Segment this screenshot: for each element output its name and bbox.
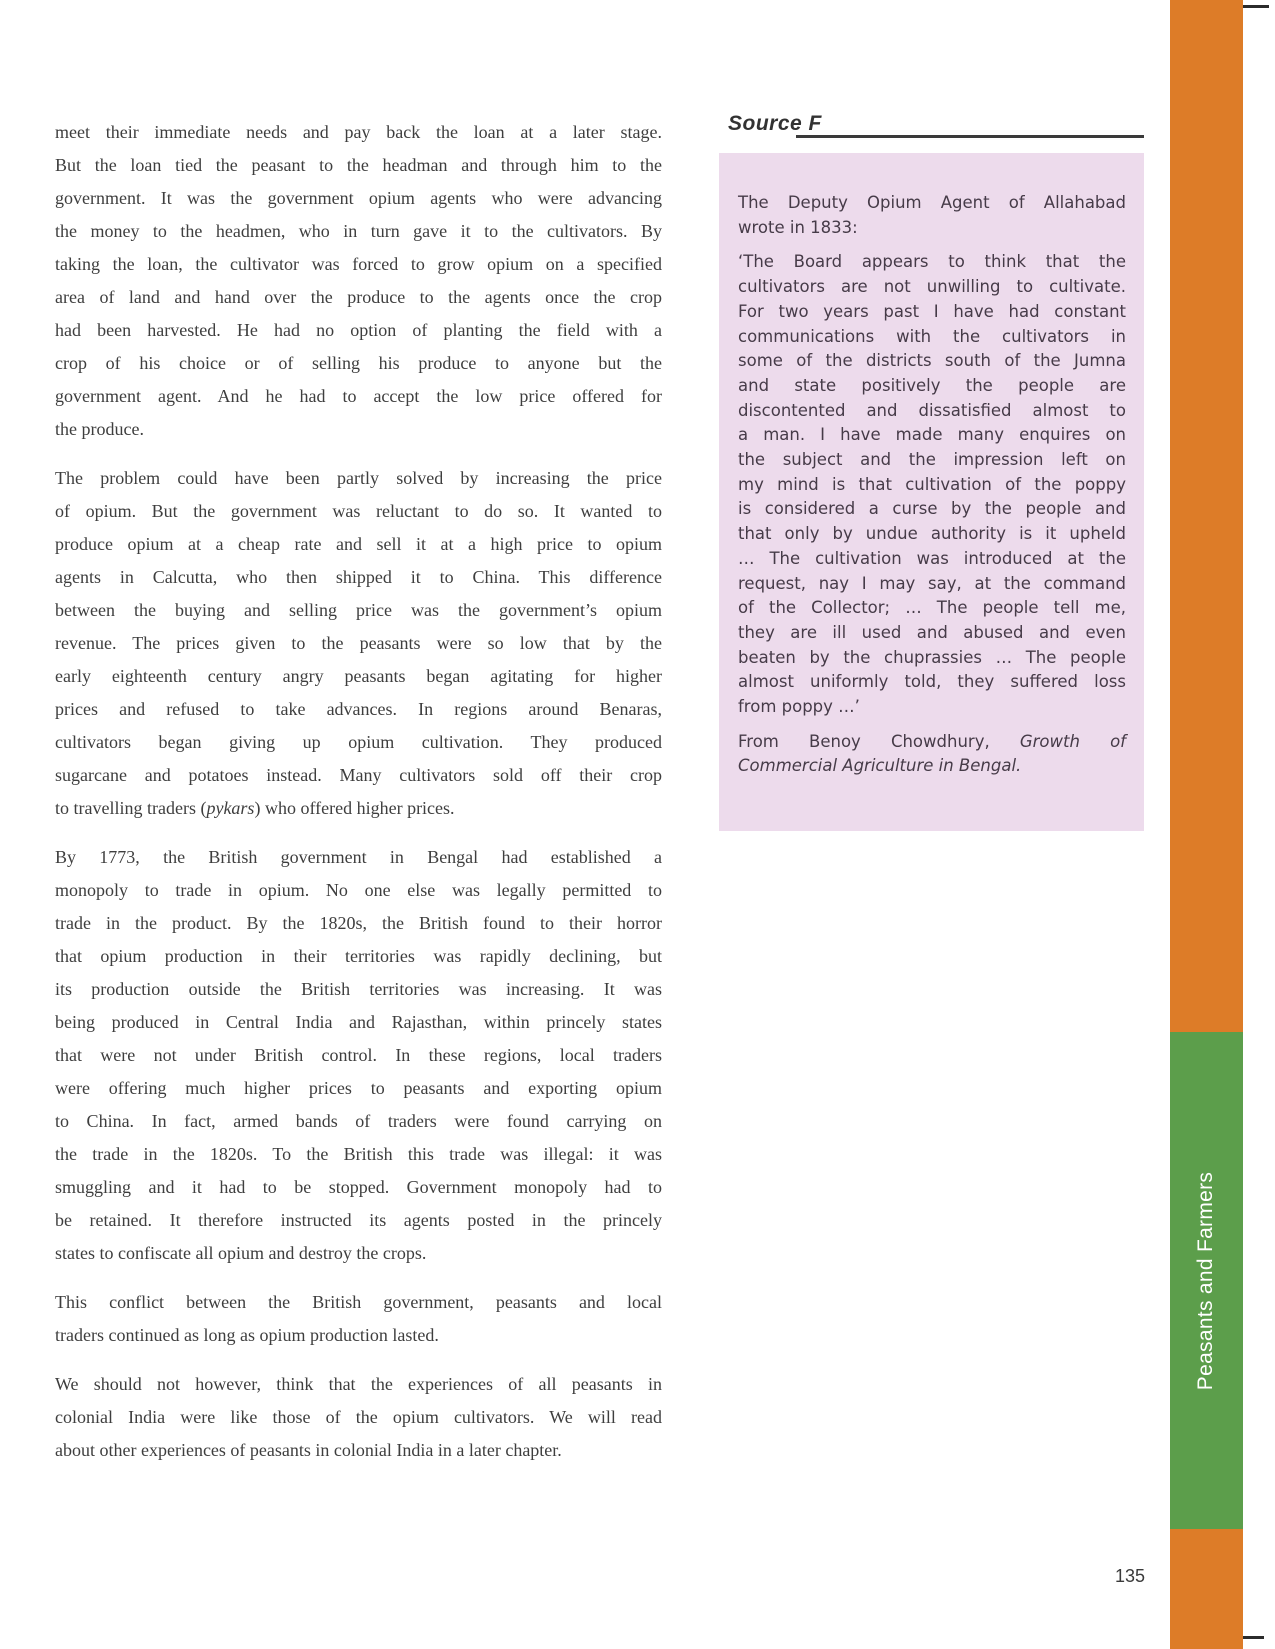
source-line: my mind is that cultivation of the poppy (738, 474, 1126, 494)
source-line: beaten by the chuprassies … The people (738, 647, 1126, 667)
body-line: taking the loan, the cultivator was forced to grow opium on a specified (55, 254, 662, 274)
crop-mark-bottom-icon (1243, 1636, 1264, 1639)
chapter-title-vertical (1170, 1032, 1243, 1529)
source-f-box (719, 153, 1144, 831)
body-line: colonial India were like those of the opium cultivators. We will read (55, 1407, 662, 1427)
body-line: early eighteenth century angry peasants began agitating for higher (55, 666, 662, 686)
body-line: area of land and hand over the produce to the agents once the crop (55, 287, 662, 307)
source-paragraph (738, 191, 1126, 240)
source-line: request, nay I may say, at the command (738, 573, 1126, 593)
source-line: From Benoy Chowdhury, Growth of (738, 731, 1126, 751)
body-line: trade in the product. By the 1820s, the British found to their horror (55, 913, 662, 933)
source-line: communications with the cultivators in (738, 326, 1126, 346)
body-column (55, 116, 662, 1483)
body-line: government agent. And he had to accept the low price offered for (55, 386, 662, 406)
body-line: traders continued as long as opium production lasted. (55, 1325, 439, 1345)
source-line: is considered a curse by the people and (738, 499, 1126, 519)
source-line: from poppy …’ (738, 697, 860, 717)
body-line: to China. In fact, armed bands of traders were found carrying on (55, 1111, 662, 1131)
source-line: For two years past I have had constant (738, 301, 1126, 321)
source-line: … The cultivation was introduced at the (738, 548, 1126, 568)
source-line: a man. I have made many enquires on (738, 425, 1126, 445)
body-line: meet their immediate needs and pay back the loan at a later stage. (55, 122, 662, 142)
body-line: that were not under British control. In these regions, local traders (55, 1045, 662, 1065)
body-line: had been harvested. He had no option of planting the field with a (55, 320, 662, 340)
body-line: about other experiences of peasants in colonial India in a later chapter. (55, 1440, 562, 1460)
source-line: discontented and dissatisfied almost to (738, 400, 1126, 420)
body-line: We should not however, think that the experiences of all peasants in (55, 1374, 662, 1394)
page-number: 135 (1114, 1566, 1146, 1586)
body-line: be retained. It therefore instructed its agents posted in the princely (55, 1210, 662, 1230)
body-line: But the loan tied the peasant to the headman and through him to the (55, 155, 662, 175)
body-line: being produced in Central India and Rajasthan, within princely states (55, 1012, 662, 1032)
body-line: produce opium at a cheap rate and sell it at a high price to opium (55, 534, 662, 554)
body-line: sugarcane and potatoes instead. Many cultivators sold off their crop (55, 765, 662, 785)
body-line: government. It was the government opium agents who were advancing (55, 188, 662, 208)
source-line: that only by undue authority is it upheld (738, 524, 1126, 544)
body-line: cultivators began giving up opium cultivation. They produced (55, 732, 662, 752)
body-line: revenue. The prices given to the peasants were so low that by the (55, 633, 662, 653)
source-line: wrote in 1833: (738, 217, 858, 237)
body-line: between the buying and selling price was the government’s opium (55, 600, 662, 620)
source-line: some of the districts south of the Jumna (738, 351, 1126, 371)
body-line: By 1773, the British government in Bengal had established a (55, 847, 662, 867)
sidebar-band-orange-bottom (1170, 1529, 1243, 1649)
source-f-label: Source F (728, 112, 822, 135)
body-line: states to confiscate all opium and destroy the crops. (55, 1243, 427, 1263)
chapter-title-text: Peasants and Farmers (1194, 1171, 1218, 1390)
source-line: cultivators are not unwilling to cultivate. (738, 277, 1126, 297)
body-paragraph (55, 462, 662, 825)
body-line: the money to the headmen, who in turn gave it to the cultivators. By (55, 221, 662, 241)
body-line: This conflict between the British government, peasants and local (55, 1292, 662, 1312)
source-line: of the Collector; … The people tell me, (738, 598, 1126, 618)
source-line: the subject and the impression left on (738, 450, 1126, 470)
sidebar-band-orange-top (1170, 0, 1243, 1032)
source-f-rule (796, 135, 1144, 138)
body-line: the trade in the 1820s. To the British this trade was illegal: it was (55, 1144, 662, 1164)
body-line: The problem could have been partly solved by increasing the price (55, 468, 662, 488)
body-line: its production outside the British territories was increasing. It was (55, 979, 662, 999)
source-line: Commercial Agriculture in Bengal. (738, 756, 1022, 776)
body-line: were offering much higher prices to peasants and exporting opium (55, 1078, 662, 1098)
source-line: The Deputy Opium Agent of Allahabad (738, 193, 1126, 212)
body-line: prices and refused to take advances. In regions around Benaras, (55, 699, 662, 719)
source-paragraph (738, 730, 1126, 779)
body-paragraph (55, 1368, 662, 1467)
body-line: the produce. (55, 419, 144, 439)
body-line: that opium production in their territories was rapidly declining, but (55, 946, 662, 966)
source-paragraph (738, 250, 1126, 719)
body-line: monopoly to trade in opium. No one else was legally permitted to (55, 880, 662, 900)
body-line: smuggling and it had to be stopped. Government monopoly had to (55, 1177, 662, 1197)
body-line: to travelling traders (pykars) who offered higher prices. (55, 798, 455, 818)
body-paragraph (55, 841, 662, 1270)
body-line: crop of his choice or of selling his produce to anyone but the (55, 353, 662, 373)
crop-mark-top-icon (1243, 5, 1269, 8)
body-paragraph (55, 1286, 662, 1352)
body-paragraph (55, 116, 662, 446)
source-line: almost uniformly told, they suffered loss (738, 672, 1126, 692)
source-line: and state positively the people are (738, 375, 1126, 395)
body-line: agents in Calcutta, who then shipped it to China. This difference (55, 567, 662, 587)
source-line: they are ill used and abused and even (738, 622, 1126, 642)
source-line: ‘The Board appears to think that the (738, 252, 1126, 272)
body-line: of opium. But the government was reluctant to do so. It wanted to (55, 501, 662, 521)
